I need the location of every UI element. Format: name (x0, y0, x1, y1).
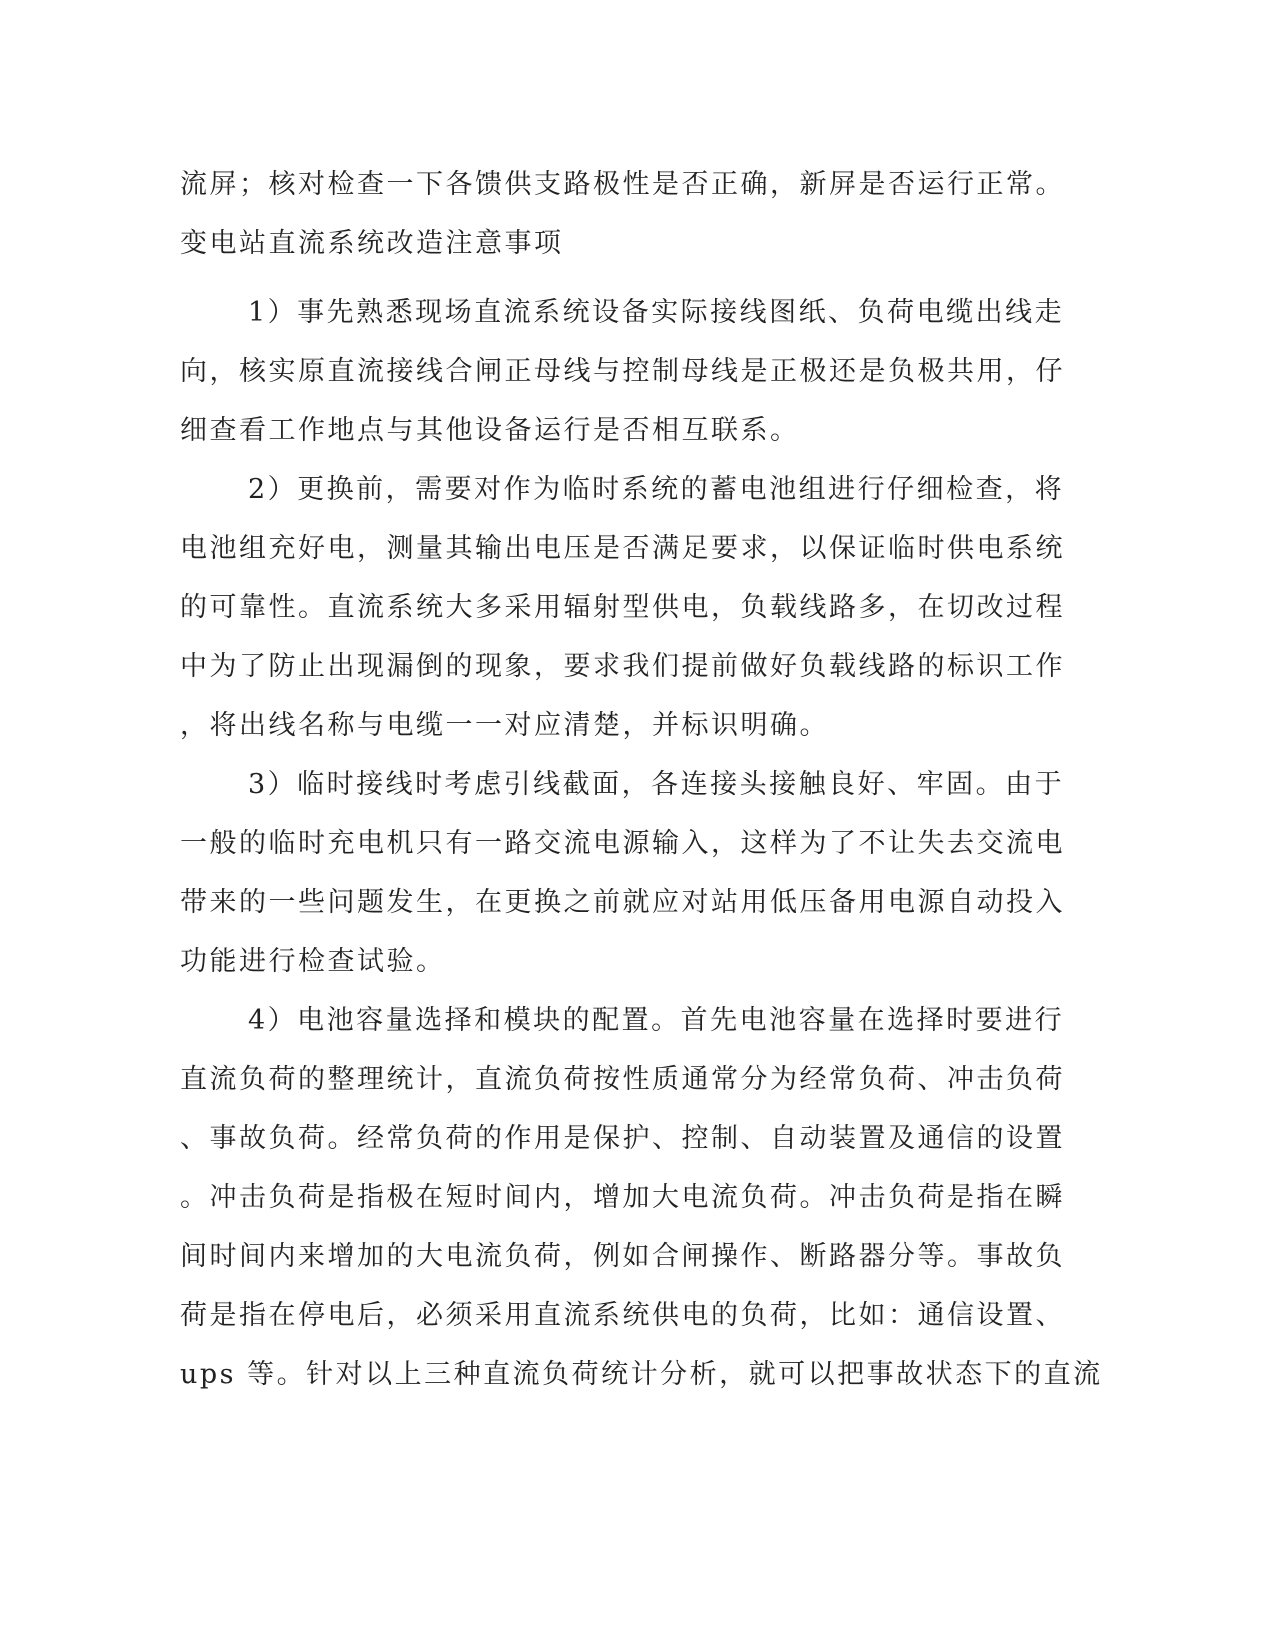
paragraph-2-line: 2）更换前，需要对作为临时系统的蓄电池组进行仔细检查，将 (248, 474, 1065, 505)
paragraph-1-line: 1）事先熟悉现场直流系统设备实际接线图纸、负荷电缆出线走 (248, 297, 1065, 328)
paragraph-4-line: 。冲击负荷是指极在短时间内，增加大电流负荷。冲击负荷是指在瞬 (180, 1182, 1065, 1213)
paragraph-3-line: 一般的临时充电机只有一路交流电源输入，这样为了不让失去交流电 (180, 828, 1065, 859)
paragraph-4-line: ups 等。针对以上三种直流负荷统计分析，就可以把事故状态下的直流 (180, 1359, 1103, 1390)
paragraph-1-line: 细查看工作地点与其他设备运行是否相互联系。 (180, 415, 800, 446)
paragraph-4-line: 4）电池容量选择和模块的配置。首先电池容量在选择时要进行 (248, 1005, 1065, 1036)
paragraph-3-line: 功能进行检查试验。 (180, 946, 446, 977)
paragraph-2-line: 中为了防止出现漏倒的现象，要求我们提前做好负载线路的标识工作 (180, 651, 1065, 682)
paragraph-3-line: 3）临时接线时考虑引线截面，各连接头接触良好、牢固。由于 (248, 769, 1065, 800)
paragraph-2-line: 的可靠性。直流系统大多采用辐射型供电，负载线路多，在切改过程 (180, 592, 1065, 623)
section-heading: 变电站直流系统改造注意事项 (180, 228, 564, 259)
paragraph-4-line: 直流负荷的整理统计，直流负荷按性质通常分为经常负荷、冲击负荷 (180, 1064, 1065, 1095)
paragraph-2-line: 电池组充好电，测量其输出电压是否满足要求，以保证临时供电系统 (180, 533, 1065, 564)
paragraph-4-line: 荷是指在停电后，必须采用直流系统供电的负荷，比如：通信设置、 (180, 1300, 1065, 1331)
paragraph-1-line: 向，核实原直流接线合闸正母线与控制母线是正极还是负极共用，仔 (180, 356, 1065, 387)
document-body (180, 155, 1103, 1404)
paragraph-4-line: 、事故负荷。经常负荷的作用是保护、控制、自动装置及通信的设置 (180, 1123, 1065, 1154)
paragraph-2-line: ，将出线名称与电缆一一对应清楚，并标识明确。 (180, 710, 829, 741)
paragraph-3-line: 带来的一些问题发生，在更换之前就应对站用低压备用电源自动投入 (180, 887, 1065, 918)
text-line: 流屏；核对检查一下各馈供支路极性是否正确，新屏是否运行正常。 (180, 169, 1065, 200)
paragraph-4-line: 间时间内来增加的大电流负荷，例如合闸操作、断路器分等。事故负 (180, 1241, 1065, 1272)
